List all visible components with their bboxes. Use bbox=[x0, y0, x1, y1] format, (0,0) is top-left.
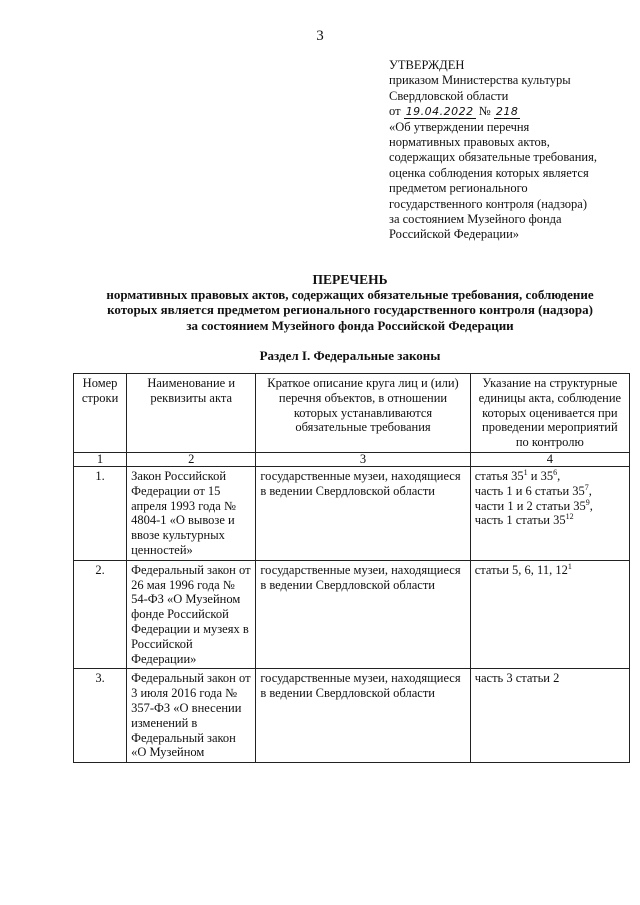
act-cell: Федеральный закон от 3 июля 2016 года № 357-ФЗ «О внесении изменений в Федеральный закон «О Музейном bbox=[127, 669, 256, 763]
description-cell: государственные музеи, находящиеся в ведении Свердловской области bbox=[256, 466, 470, 560]
handwritten-date: 19.04.2022 bbox=[405, 105, 474, 119]
date-prefix: от bbox=[389, 104, 401, 119]
page-number: 3 bbox=[316, 28, 324, 44]
table-index-row bbox=[74, 452, 630, 466]
unit-line: части 1 и 2 статьи $35^9$, bbox=[474, 497, 593, 513]
act-cell: Закон Российской Федерации от 15 апреля 1993 года № 4804-1 «О вывозе и ввозе культурных ценностей» bbox=[127, 466, 256, 560]
header-act: Наименование и реквизиты акта bbox=[127, 374, 256, 453]
description-cell: государственные музеи, находящиеся в ведении Свердловской области bbox=[256, 560, 470, 669]
header-units: Указание на структурные единицы акта, соблюдение которых оценивается при проведении мероприятий по контролю bbox=[470, 374, 629, 453]
index-cell: 4 bbox=[470, 452, 629, 466]
heading-line: за состоянием Музейного фонда Российской Федерации bbox=[186, 317, 514, 333]
units-cell bbox=[470, 669, 629, 763]
description-cell: государственные музеи, находящиеся в ведении Свердловской области bbox=[256, 669, 470, 763]
row-number: 1. bbox=[74, 466, 127, 560]
index-cell: 1 bbox=[74, 452, 127, 466]
approval-title-line: Российской Федерации» bbox=[389, 227, 520, 242]
table-row bbox=[74, 466, 630, 560]
table-header-row bbox=[74, 374, 630, 453]
approval-line: приказом Министерства культуры bbox=[389, 73, 571, 88]
index-cell: 3 bbox=[256, 452, 470, 466]
number-prefix: № bbox=[478, 104, 491, 119]
approval-title-line: государственного контроля (надзора) bbox=[389, 196, 588, 211]
laws-table bbox=[73, 373, 630, 763]
heading-line: которых является предметом регионального государственного контроля (надзора) bbox=[107, 302, 593, 318]
unit-line: часть 1 и 6 статьи $35^7$, bbox=[474, 482, 592, 498]
document-heading bbox=[70, 272, 630, 333]
approval-title-line: за состоянием Музейного фонда bbox=[389, 212, 562, 227]
table-row bbox=[74, 669, 630, 763]
units-cell bbox=[470, 560, 629, 669]
unit-line: часть 3 статьи 2 bbox=[474, 671, 560, 686]
unit-line: часть 1 статьи $35^{12}$ bbox=[474, 512, 574, 528]
unit-line: статья $35^1$ и $35^6$, bbox=[474, 467, 561, 483]
index-cell: 2 bbox=[127, 452, 256, 466]
heading-line: нормативных правовых актов, содержащих обязательные требования, соблюдение bbox=[106, 287, 594, 303]
unit-line: статьи 5, 6, 11, $12^1$ bbox=[474, 561, 572, 577]
document-title: ПЕРЕЧЕНЬ bbox=[312, 272, 388, 287]
table-row bbox=[74, 560, 630, 669]
header-row-number: Номер строки bbox=[74, 374, 127, 453]
handwritten-number: 218 bbox=[495, 105, 519, 119]
section-title: Раздел I. Федеральные законы bbox=[259, 348, 441, 363]
header-description: Краткое описание круга лиц и (или) перечня объектов, в отношении которых устанавливаются обязательные требования bbox=[256, 374, 470, 453]
approval-title-line: содержащих обязательные требования, bbox=[389, 150, 597, 165]
row-number: 3. bbox=[74, 669, 127, 763]
approval-line: УТВЕРЖДЕН bbox=[389, 58, 465, 72]
approval-line: Свердловской области bbox=[389, 88, 509, 103]
approval-block bbox=[389, 58, 629, 243]
approval-title-line: оценка соблюдения которых является bbox=[389, 165, 589, 180]
approval-title-line: предметом регионального bbox=[389, 181, 528, 196]
row-number: 2. bbox=[74, 560, 127, 669]
act-cell: Федеральный закон от 26 мая 1996 года № 54-ФЗ «О Музейном фонде Российской Федерации и музеях в Российской Федерации» bbox=[127, 560, 256, 669]
units-cell bbox=[470, 466, 629, 560]
approval-date-line bbox=[389, 104, 629, 119]
approval-title-line: «Об утверждении перечня bbox=[389, 119, 530, 134]
approval-title-line: нормативных правовых актов, bbox=[389, 135, 550, 150]
